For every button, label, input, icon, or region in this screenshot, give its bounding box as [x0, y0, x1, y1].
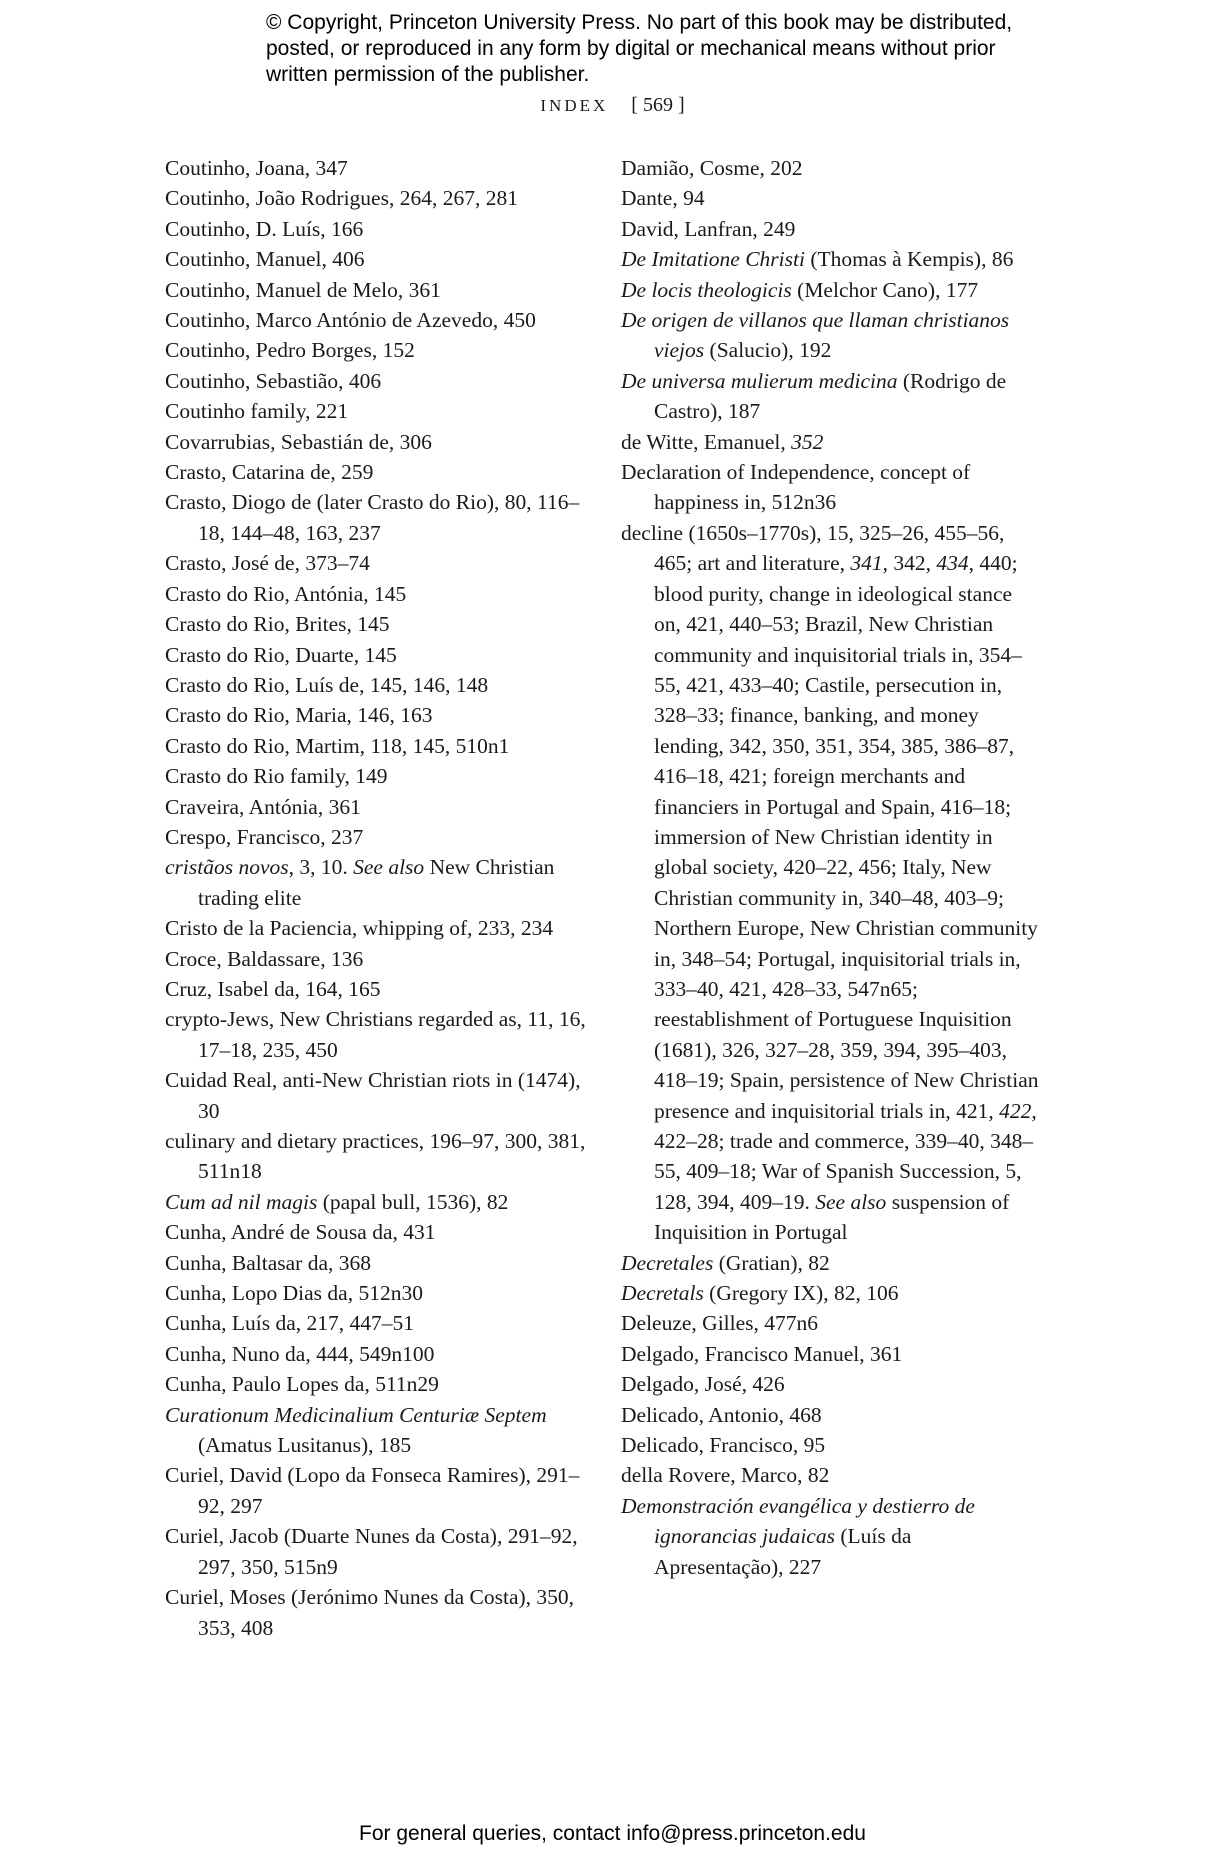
index-entry-text: Cunha, André de Sousa da, 431: [165, 1220, 436, 1245]
index-entry: [165, 700, 595, 730]
index-entry: [165, 1582, 595, 1643]
index-entry-text: David, Lanfran, 249: [621, 216, 796, 241]
footer-contact: For general queries, contact info@press.princeton.edu: [359, 1822, 866, 1845]
index-entry-text: (Thomas à Kempis), 86: [804, 247, 1014, 272]
index-entry-text: 352: [791, 429, 824, 454]
index-entry-text: de Witte, Emanuel,: [621, 429, 792, 454]
index-entry-text: (Amatus Lusitanus), 185: [198, 1433, 412, 1458]
index-entry: [621, 1430, 1041, 1460]
index-entry: [165, 1004, 595, 1065]
index-entry-text: (Salucio), 192: [704, 338, 832, 363]
index-entry-text: Delicado, Francisco, 95: [621, 1433, 826, 1458]
index-entry: [165, 335, 595, 365]
index-entry-text: New Christian trading elite: [198, 855, 555, 910]
index-entry: [165, 1308, 595, 1338]
index-entry: [621, 244, 1041, 274]
index-entry-text: Cunha, Luís da, 217, 447–51: [165, 1311, 415, 1336]
index-entry: [165, 913, 595, 943]
index-entry: [165, 974, 595, 1004]
index-entry-text: Delgado, Francisco Manuel, 361: [621, 1341, 903, 1366]
index-entry: [165, 852, 595, 913]
index-entry-text: (Gregory IX), 82, 106: [703, 1281, 899, 1306]
index-entry-text: Coutinho, João Rodrigues, 264, 267, 281: [165, 186, 518, 211]
index-entry-text: , 422–28; trade and commerce, 339–40, 348–55, 409–18; War of Spanish Succession, 5, 128, 394, 409–19.: [654, 1098, 1037, 1214]
index-entry-text: Deleuze, Gilles, 477n6: [621, 1311, 819, 1336]
index-entry-text: Coutinho, Pedro Borges, 152: [165, 338, 415, 363]
index-entry: [165, 548, 595, 578]
index-entry: [165, 183, 595, 213]
index-entry-text: Coutinho family, 221: [165, 399, 349, 424]
index-entry-text: Curiel, Moses (Jerónimo Nunes da Costa), 350, 353, 408: [165, 1585, 575, 1640]
index-entry-text: See also: [815, 1189, 887, 1214]
index-entry-text: (Rodrigo de Castro), 187: [654, 368, 1007, 424]
index-entry-text: Dante, 94: [621, 186, 705, 211]
index-entry: [165, 640, 595, 670]
index-entry-text: Cunha, Paulo Lopes da, 511n29: [165, 1372, 439, 1397]
index-entry: [621, 305, 1041, 366]
index-entry-text: 341: [850, 551, 883, 576]
index-entry: [165, 731, 595, 761]
index-entry-text: (Melchor Cano), 177: [791, 277, 979, 302]
index-entry-text: culinary and dietary practices, 196–97, 300, 381, 511n18: [165, 1129, 586, 1184]
index-entry-text: Cristo de la Paciencia, whipping of, 233, 234: [165, 916, 554, 941]
index-entry-text: Croce, Baldassare, 136: [165, 946, 364, 971]
index-entry-text: Crasto do Rio, Antónia, 145: [165, 581, 407, 606]
index-entry: [165, 822, 595, 852]
index-entry-text: Coutinho, D. Luís, 166: [165, 216, 364, 241]
index-entry: [165, 761, 595, 791]
index-entry: [165, 609, 595, 639]
index-entry-text: Crasto, Catarina de, 259: [165, 460, 374, 485]
index-entry: [165, 1278, 595, 1308]
index-entry: [165, 214, 595, 244]
index-entry-text: della Rovere, Marco, 82: [621, 1463, 830, 1488]
index-entry: [165, 1369, 595, 1399]
index-entry-text: De origen de villanos que llaman christianos viejos: [621, 308, 1010, 363]
index-entry-text: Crasto do Rio family, 149: [165, 764, 388, 789]
index-entry-text: Crasto do Rio, Maria, 146, 163: [165, 703, 433, 728]
index-entry: [621, 1339, 1041, 1369]
index-entry: [165, 1521, 595, 1582]
index-entry-text: suspension of Inquisition in Portugal: [654, 1189, 1010, 1245]
index-entry-text: cristãos novos: [165, 855, 289, 880]
index-entry: [621, 1369, 1041, 1399]
index-entry: [165, 1217, 595, 1247]
index-entry-text: Cruz, Isabel da, 164, 165: [165, 976, 381, 1001]
index-entry-text: Coutinho, Manuel de Melo, 361: [165, 277, 441, 302]
index-entry: [621, 1460, 1041, 1490]
index-entry: [621, 366, 1041, 427]
index-entry-text: Crasto, José de, 373–74: [165, 551, 370, 576]
index-column-right: [621, 153, 1041, 1582]
running-head: [0, 94, 1225, 117]
index-entry-text: Crasto do Rio, Luís de, 145, 146, 148: [165, 672, 489, 697]
index-entry-text: Craveira, Antónia, 361: [165, 794, 361, 819]
index-entry-text: Crasto do Rio, Martim, 118, 145, 510n1: [165, 733, 510, 758]
index-entry: [165, 670, 595, 700]
index-entry-text: (Gratian), 82: [713, 1250, 830, 1275]
index-entry: [621, 1278, 1041, 1308]
index-entry-text: Curiel, David (Lopo da Fonseca Ramires), 291–92, 297: [165, 1463, 580, 1518]
index-entry-text: De locis theologicis: [621, 277, 792, 302]
index-entry-text: , 3, 10.: [288, 855, 354, 880]
index-entry: [165, 487, 595, 548]
index-column-left: [165, 153, 595, 1643]
index-entry: [165, 1400, 595, 1461]
index-entry-text: Delicado, Antonio, 468: [621, 1402, 822, 1427]
index-entry-text: Cunha, Baltasar da, 368: [165, 1250, 371, 1275]
index-entry-text: , 440; blood purity, change in ideological stance on, 421, 440–53; Brazil, New Christian community and inquisitorial trials in, 354–55, 421, 433–40; Castile, persecution in, 328–33; finance, banking, and money lending, 342, 350, 351, 354, 385, 386–87, 416–18, 421; foreign merchants and financiers in Portugal and Spain, 416–18; immersion of New Christian identity in global society, 420–22, 456; Italy, New Christian community in, 340–48, 403–9; Northern Europe, New Christian community in, 348–54; Portugal, inquisitorial trials in, 333–40, 421, 428–33, 547n65; reestablishment of Portuguese Inquisition (1681), 326, 327–28, 359, 394, 395–403, 418–19; Spain, persistence of New Christian presence and inquisitorial trials in, 421,: [654, 551, 1039, 1123]
index-entry-text: Crespo, Francisco, 237: [165, 824, 364, 849]
index-entry-text: Crasto do Rio, Duarte, 145: [165, 642, 397, 667]
index-entry-text: Delgado, José, 426: [621, 1372, 785, 1397]
index-entry-text: Cunha, Lopo Dias da, 512n30: [165, 1281, 423, 1306]
index-entry-text: Coutinho, Sebastião, 406: [165, 368, 382, 393]
index-entry: [621, 214, 1041, 244]
index-entry: [165, 396, 595, 426]
index-entry-text: Crasto, Diogo de (later Crasto do Rio), 80, 116–18, 144–48, 163, 237: [165, 490, 580, 545]
index-entry-text: Curiel, Jacob (Duarte Nunes da Costa), 291–92, 297, 350, 515n9: [165, 1524, 578, 1579]
copyright-notice: © Copyright, Princeton University Press. No part of this book may be distributed, posted, or reproduced in any form by digital or mechanical means without prior written permission of the publisher.: [266, 11, 1013, 86]
index-entry-text: Decretales: [621, 1250, 714, 1275]
index-entry: [165, 1065, 595, 1126]
index-entry: [621, 427, 1041, 457]
index-entry-text: Coutinho, Manuel, 406: [165, 247, 365, 272]
index-entry: [165, 944, 595, 974]
page-number: [ 569 ]: [631, 94, 685, 116]
index-entry-text: Cuidad Real, anti-New Christian riots in (1474), 30: [165, 1068, 581, 1123]
index-entry: [165, 305, 595, 335]
index-entry-text: Declaration of Independence, concept of happiness in, 512n36: [621, 460, 971, 515]
index-entry: [621, 183, 1041, 213]
index-entry-text: Coutinho, Joana, 347: [165, 156, 348, 180]
index-entry: [165, 153, 595, 183]
index-entry-text: Curationum Medicinalium Centuriæ Septem: [165, 1402, 547, 1427]
index-entry-text: De Imitatione Christi: [621, 247, 805, 272]
index-entry-text: 422: [999, 1098, 1032, 1123]
index-entry: [165, 427, 595, 457]
index-entry: [165, 275, 595, 305]
index-entry: [165, 1339, 595, 1369]
index-entry: [165, 1460, 595, 1521]
index-entry: [621, 275, 1041, 305]
running-head-label: INDEX: [540, 96, 609, 115]
index-entry-text: (papal bull, 1536), 82: [317, 1189, 509, 1214]
index-entry-text: Covarrubias, Sebastián de, 306: [165, 429, 432, 454]
index-entry: [621, 1491, 1041, 1582]
index-entry: [165, 366, 595, 396]
index-entry: [165, 1126, 595, 1187]
index-entry: [621, 1248, 1041, 1278]
index-entry: [165, 792, 595, 822]
index-entry: [621, 153, 1041, 183]
index-entry-text: Decretals: [621, 1281, 704, 1306]
index-entry: [165, 579, 595, 609]
index-entry-text: crypto-Jews, New Christians regarded as, 11, 16, 17–18, 235, 450: [165, 1007, 586, 1062]
index-entry: [165, 457, 595, 487]
index-entry-text: 434: [936, 551, 969, 576]
index-entry-text: (Luís da Apresentação), 227: [654, 1524, 912, 1579]
index-entry-text: Damião, Cosme, 202: [621, 156, 803, 180]
index-entry: [621, 1400, 1041, 1430]
index-entry: [165, 1248, 595, 1278]
index-entry-text: Demonstración evangélica y destierro de ignorancias judaicas: [621, 1493, 975, 1549]
index-entry-text: , 342,: [882, 551, 937, 576]
index-entry-text: decline (1650s–1770s), 15, 325–26, 455–56, 465; art and literature,: [621, 520, 1005, 576]
index-entry: [621, 518, 1041, 1248]
index-entry-text: Crasto do Rio, Brites, 145: [165, 612, 390, 637]
index-entry-text: Coutinho, Marco António de Azevedo, 450: [165, 308, 536, 333]
index-entry: [621, 457, 1041, 518]
index-entry-text: See also: [353, 855, 425, 880]
index-entry-text: De universa mulierum medicina: [621, 368, 898, 393]
index-entry-text: Cum ad nil magis: [165, 1189, 318, 1214]
index-entry: [165, 244, 595, 274]
index-entry: [165, 1187, 595, 1217]
index-entry: [621, 1308, 1041, 1338]
index-entry-text: Cunha, Nuno da, 444, 549n100: [165, 1341, 435, 1366]
